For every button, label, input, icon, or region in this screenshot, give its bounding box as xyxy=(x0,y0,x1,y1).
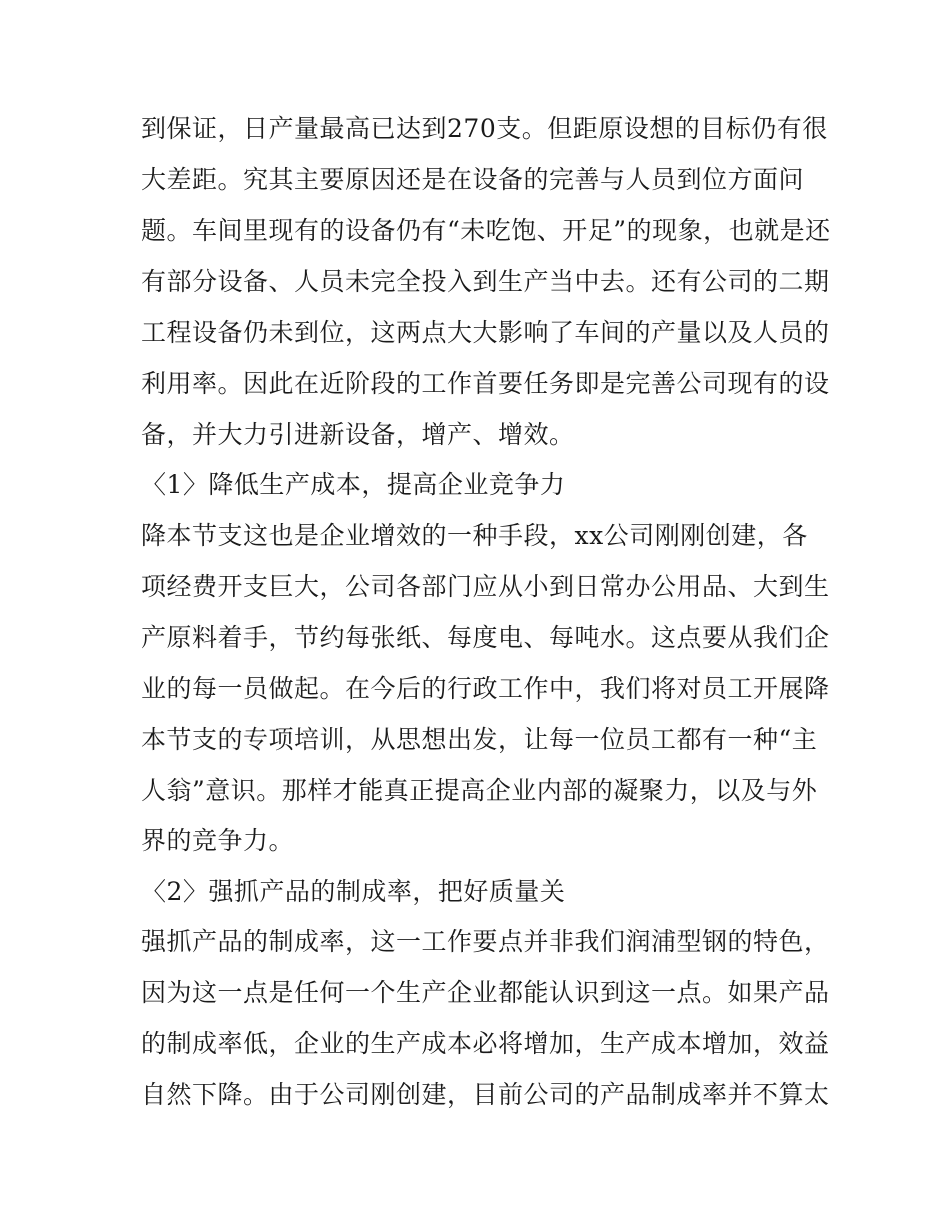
paragraph-line: 项经费开支巨大，公司各部门应从小到日常办公用品、大到生 xyxy=(141,572,830,601)
paragraph-line: 到保证，日产量最高已达到270支。但距原设想的目标仍有很 xyxy=(141,114,828,143)
paragraph-line: 降本节支这也是企业增效的一种手段，xx公司刚刚创建，各 xyxy=(141,521,808,550)
paragraph-line: 产原料着手，节约每张纸、每度电、每吨水。这点要从我们企 xyxy=(141,623,830,652)
paragraph-line: 本节支的专项培训，从思想出发，让每一位员工都有一种“主 xyxy=(141,725,818,754)
paragraph-line: 工程设备仍未到位，这两点大大影响了车间的产量以及人员的 xyxy=(141,318,830,347)
paragraph-line: 的制成率低，企业的生产成本必将增加，生产成本增加，效益 xyxy=(141,1029,830,1058)
paragraph-line: 题。车间里现有的设备仍有“未吃饱、开足”的现象，也就是还 xyxy=(141,216,831,245)
paragraph-line: 大差距。究其主要原因还是在设备的完善与人员到位方面问 xyxy=(141,165,805,194)
paragraph-line: 强抓产品的制成率，这一工作要点并非我们润浦型钢的特色， xyxy=(141,927,830,956)
section-heading-1: 〈1〉降低生产成本，提高企业竞争力 xyxy=(141,470,566,499)
paragraph-line: 有部分设备、人员未完全投入到生产当中去。还有公司的二期 xyxy=(141,267,830,296)
paragraph-line: 利用率。因此在近阶段的工作首要任务即是完善公司现有的设 xyxy=(141,369,830,398)
paragraph-line: 人翁”意识。那样才能真正提高企业内部的凝聚力，以及与外 xyxy=(141,776,818,805)
paragraph-line: 自然下降。由于公司刚创建，目前公司的产品制成率并不算太 xyxy=(141,1080,830,1109)
paragraph-line: 界的竞争力。 xyxy=(141,826,295,855)
paragraph-line: 业的每一员做起。在今后的行政工作中，我们将对员工开展降 xyxy=(141,674,830,703)
paragraph-line: 因为这一点是任何一个生产企业都能认识到这一点。如果产品 xyxy=(141,978,830,1007)
section-heading-2: 〈2〉强抓产品的制成率，把好质量关 xyxy=(141,877,566,906)
paragraph-line: 备，并大力引进新设备，增产、增效。 xyxy=(141,420,575,449)
